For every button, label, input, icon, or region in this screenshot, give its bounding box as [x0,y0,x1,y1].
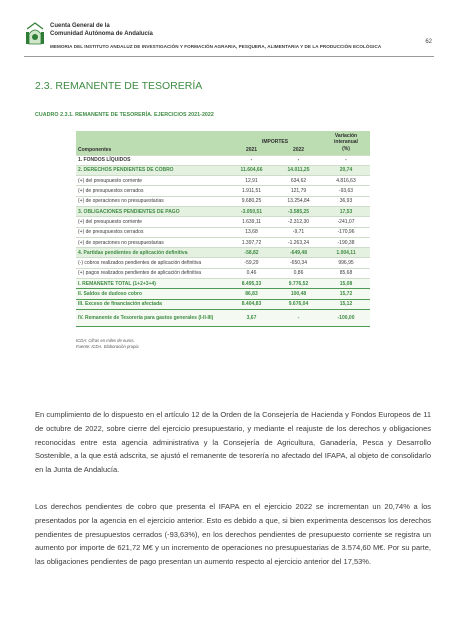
table-row [76,248,370,258]
row-label: (+) de operaciones no presupuestarias [76,237,228,247]
cell-variacion: 1.004,11 [322,248,370,258]
page-number: 62 [425,39,432,45]
header-variacion-line-1: Variación [334,132,358,139]
row-label: (+) de operaciones no presupuestarias [76,196,228,206]
table-row [76,258,370,268]
cell-variacion: -190,38 [322,237,370,247]
cell-variacion: 17,53 [322,206,370,216]
row-label: (+) del presupuesto corriente [76,217,228,227]
table-row-total [76,289,370,299]
table-row-total [76,279,370,289]
cell-2021: -58,82 [228,248,275,258]
cell-variacion: - [322,155,370,165]
remanente-table [76,131,370,327]
table-row [76,176,370,186]
cell-2022: 9.776,52 [275,279,322,289]
cell-variacion: 15,72 [322,289,370,299]
cell-2021: 13,68 [228,227,275,237]
cell-2022: 121,79 [275,186,322,196]
header-2021: 2021 [228,145,275,155]
cell-2022: -2.312,30 [275,217,322,227]
row-label: III. Exceso de financiación afectada [76,299,228,309]
table-row [76,155,370,165]
table-header-row-1 [76,131,370,145]
row-label: (+) del presupuesto corriente [76,176,228,186]
row-label: I. REMANENTE TOTAL (1+2+3+4) [76,279,228,289]
table-row [76,165,370,175]
cell-2022: 14.011,25 [275,165,322,175]
table-row [76,268,370,278]
org-line-1: Cuenta General de la [50,23,110,29]
cell-variacion: 85,68 [322,268,370,278]
cell-variacion: -241,07 [322,217,370,227]
row-label: 1. FONDOS LÍQUIDOS [76,155,228,165]
cell-2022: 13.254,84 [275,196,322,206]
organization-name [50,23,153,38]
cell-variacion: 36,93 [322,196,370,206]
row-label: II. Saldos de dudoso cobro [76,289,228,299]
cell-variacion: 20,74 [322,165,370,175]
cell-2022: 634,62 [275,176,322,186]
cell-2022: - [275,155,322,165]
cell-2022: -9,71 [275,227,322,237]
cell-variacion: 996,95 [322,258,370,268]
cell-variacion: 15,12 [322,299,370,309]
cell-2021: 0,46 [228,268,275,278]
header-divider [24,56,434,57]
cell-2022: - [275,309,322,326]
cell-2021: 1.639,11 [228,217,275,227]
table-row [76,237,370,247]
header-2022: 2022 [275,145,322,155]
row-label: (+) pagos realizados pendientes de aplicación definitiva [76,268,228,278]
row-label: IV. Remanente de Tesorería para gastos generales (I-II-III) [76,309,228,326]
header-importes: IMPORTES [228,131,322,145]
memoria-title: MEMORIA DEL INSTITUTO ANDALUZ DE INVESTIGACIÓN Y FORMACIÓN AGRARIA, PESQUERA, ALIMENTARIA Y DE LA PRODUCCIÓN ECOLÓGICA [50,44,382,49]
header-variacion-line-3: (%) [342,146,350,153]
cell-2021: 8.404,83 [228,299,275,309]
header-variacion [322,131,370,155]
table-row [76,196,370,206]
row-label: 2. DERECHOS PENDIENTES DE COBRO [76,165,228,175]
table-row [76,186,370,196]
table-caption: CUADRO 2.3.1. REMANENTE DE TESORERÍA. EJERCICIOS 2021-2022 [35,112,214,118]
section-title: 2.3. REMANENTE DE TESORERÍA [35,80,203,92]
cell-2021: 86,83 [228,289,275,299]
table-row [76,206,370,216]
cell-2021: - [228,155,275,165]
table-notes [76,338,139,349]
table-row [76,217,370,227]
cell-variacion: 4.816,63 [322,176,370,186]
cell-2022: -650,34 [275,258,322,268]
row-label: 3. OBLIGACIONES PENDIENTES DE PAGO [76,206,228,216]
table-note-source: Fuente: ICDA. Elaboración propia [76,343,139,349]
cell-2021: -59,29 [228,258,275,268]
cell-2022: 100,48 [275,289,322,299]
header-variacion-line-2: interanual [334,139,358,146]
table-note-units: ICDA: Cifras en miles de euros. [76,338,135,343]
row-label: (-) cobros realizados pendientes de aplicación definitiva [76,258,228,268]
cell-2021: 8.495,33 [228,279,275,289]
cell-2021: 1.911,51 [228,186,275,196]
table-row-total [76,299,370,309]
cell-2021: 3,67 [228,309,275,326]
cell-2021: 12,91 [228,176,275,186]
cell-variacion: 15,08 [322,279,370,289]
cell-2021: 11.604,66 [228,165,275,175]
cell-variacion: -100,00 [322,309,370,326]
row-label: (+) de presupuestos cerrados [76,227,228,237]
cell-2021: 1.397,72 [228,237,275,247]
cell-2022: -649,48 [275,248,322,258]
header-componentes: Componentes [76,131,228,155]
cell-2021: -3.050,51 [228,206,275,216]
cell-2022: -1.263,24 [275,237,322,247]
cell-2021: 9.680,25 [228,196,275,206]
cell-2022: 9.676,04 [275,299,322,309]
row-label: (+) de presupuestos cerrados [76,186,228,196]
cell-variacion: -170,96 [322,227,370,237]
table-row-total [76,309,370,326]
body-paragraph-1: En cumplimiento de lo dispuesto en el artículo 12 de la Orden de la Consejería de Hacienda y Fondos Europeos de 11 de octubre de 2022, sobre cierre del ejercicio presupuestario, y mediante el reajuste de los derechos y obligaciones reconocidas entre esta agencia administrativa y la Consejería de Agricultura, Ganadería, Pesca y Desarrollo Sostenible, a la que está adscrita, se ajustó el remanente de tesorería no afectado del IFAPA, al objeto de consolidarlo en la Junta de Andalucía. [35,410,431,475]
cell-variacion: -93,63 [322,186,370,196]
body-paragraph-2: Los derechos pendientes de cobro que presenta el IFAPA en el ejercicio 2022 se incrementan un 20,74% a los presentados por la agencia en el ejercicio anterior. Esto es debido a que, si bien experimenta descensos los derechos pendientes de presupuestos cerrados (-93,63%), en los derechos pendientes de presupuesto corriente se registra un aumento por importe de 621,72 M€ y un incremento de operaciones no presupuestarias de 3.574,60 M€. Por su parte, las obligaciones pendientes de pago presentan un aumento respecto al ejercicio anterior del 17,53%. [35,502,431,567]
row-label: 4. Partidas pendientes de aplicación definitiva [76,248,228,258]
table-row [76,227,370,237]
cell-2022: -3.585,25 [275,206,322,216]
org-line-2: Comunidad Autónoma de Andalucía [50,30,153,37]
junta-andalucia-logo-icon [24,22,46,48]
cell-2022: 0,86 [275,268,322,278]
